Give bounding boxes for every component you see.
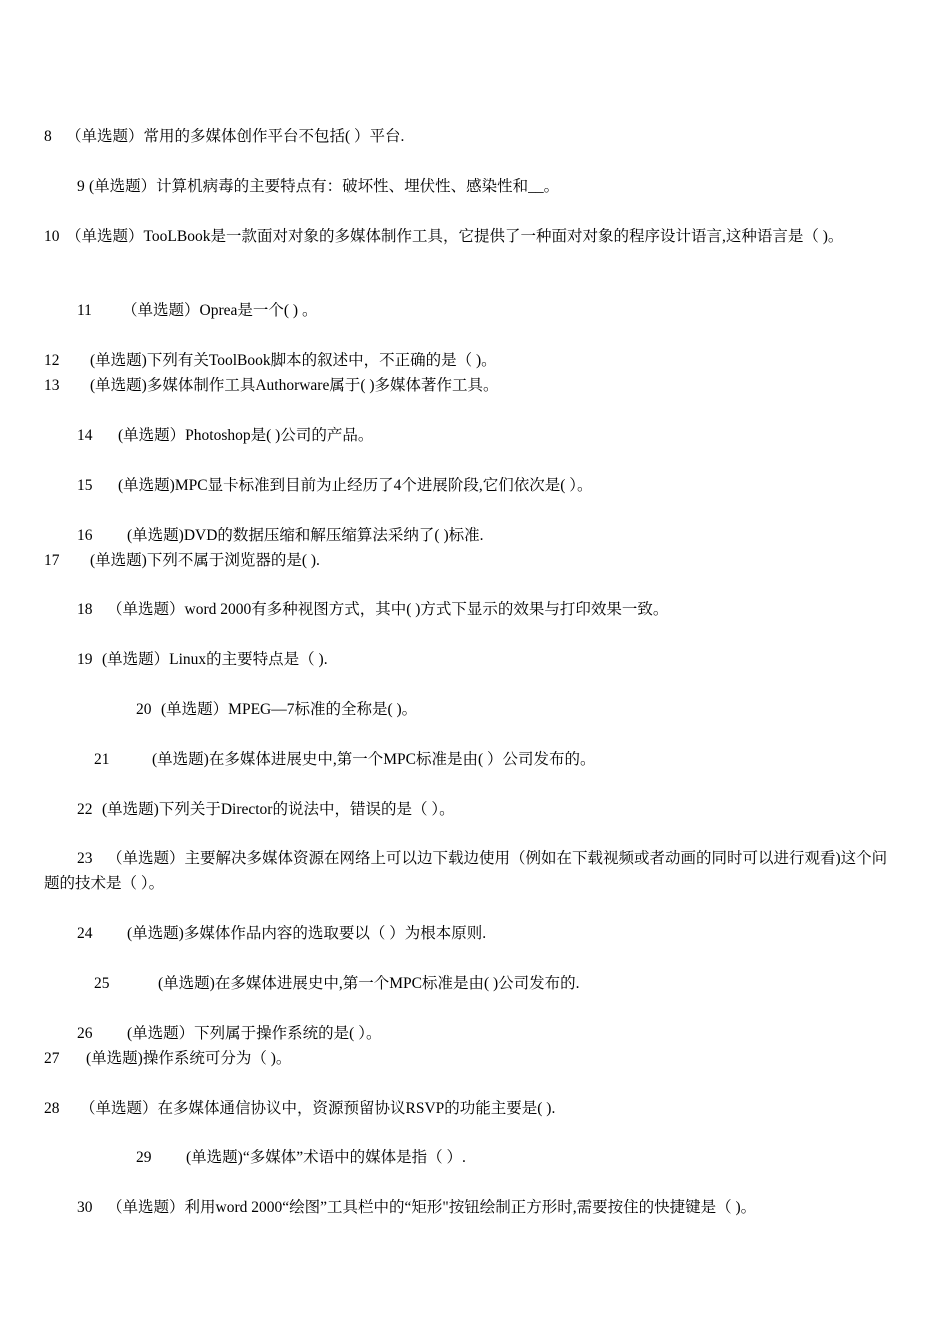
question-number: 27 <box>44 1050 60 1067</box>
question-number: 20 <box>136 701 152 718</box>
question-number: 12 <box>44 352 60 369</box>
question-number: 14 <box>77 427 93 444</box>
question-number: 13 <box>44 377 60 394</box>
question-text: (单选题)多媒体制作工具Authorware属于( )多媒体著作工具。 <box>90 377 499 394</box>
question-24 <box>77 921 486 946</box>
question-text: (单选题)MPC显卡标准到目前为止经历了4个进展阶段,它们依次是( ）。 <box>118 477 593 494</box>
question-9 <box>77 174 559 199</box>
question-number: 19 <box>77 651 93 668</box>
question-text: (单选题）计算机病毒的主要特点有：破坏性、埋伏性、感染性和__。 <box>89 178 560 195</box>
question-11 <box>77 298 317 323</box>
question-text: (单选题）MPEG—7标准的全称是( )。 <box>161 701 418 718</box>
question-number: 16 <box>77 527 93 544</box>
question-number: 11 <box>77 302 92 319</box>
question-18 <box>77 597 668 622</box>
question-text: （单选题）TooLBook是一款面对对象的多媒体制作工具，它提供了一种面对对象的程序设计语言,这种语言是（ )。 <box>66 228 844 245</box>
question-text: (单选题）Photoshop是( )公司的产品。 <box>118 427 374 444</box>
question-number: 10 <box>44 228 60 245</box>
question-15 <box>77 473 592 498</box>
question-16 <box>77 523 483 548</box>
question-20 <box>136 697 417 722</box>
question-text: (单选题)下列不属于浏览器的是( ). <box>90 552 320 569</box>
question-number: 30 <box>77 1199 93 1216</box>
question-text: (单选题)“多媒体”术语中的媒体是指（ ）. <box>186 1149 466 1166</box>
question-number: 25 <box>94 975 110 992</box>
question-text: (单选题）下列属于操作系统的是( ）。 <box>127 1025 382 1042</box>
question-number: 23 <box>77 850 93 867</box>
question-text: (单选题)下列有关ToolBook脚本的叙述中，不正确的是（ )。 <box>90 352 497 369</box>
question-number: 15 <box>77 477 93 494</box>
question-28 <box>44 1096 555 1121</box>
question-text: (单选题)在多媒体进展史中,第一个MPC标准是由( )公司发布的. <box>158 975 580 992</box>
question-23 <box>44 846 889 896</box>
question-text: （单选题）常用的多媒体创作平台不包括( ）平台. <box>66 128 405 145</box>
question-21 <box>94 747 595 772</box>
question-number: 8 <box>44 128 52 145</box>
question-30 <box>77 1195 756 1220</box>
question-29 <box>136 1145 466 1170</box>
question-text: (单选题)多媒体作品内容的选取要以（ ）为根本原则. <box>127 925 487 942</box>
question-text: （单选题）利用word 2000“绘图”工具栏中的“矩形"按钮绘制正方形时,需要按住的快捷键是（ )。 <box>107 1199 757 1216</box>
question-number: 21 <box>94 751 110 768</box>
question-number: 18 <box>77 601 93 618</box>
question-13 <box>44 373 499 398</box>
question-text: （单选题）Oprea是一个( ) 。 <box>122 302 318 319</box>
question-27 <box>44 1046 291 1071</box>
question-number: 26 <box>77 1025 93 1042</box>
question-14 <box>77 423 373 448</box>
question-26 <box>77 1021 381 1046</box>
question-text: (单选题)DVD的数据压缩和解压缩算法采纳了( )标准. <box>127 527 484 544</box>
question-19 <box>77 647 328 672</box>
question-10 <box>44 224 889 249</box>
question-number: 28 <box>44 1100 60 1117</box>
question-25 <box>94 971 580 996</box>
question-22 <box>77 797 455 822</box>
question-number: 22 <box>77 801 93 818</box>
question-12 <box>44 348 497 373</box>
question-text: (单选题)在多媒体进展史中,第一个MPC标准是由( ）公司发布的。 <box>152 751 596 768</box>
question-8 <box>44 124 404 149</box>
question-text: (单选题)操作系统可分为（ )。 <box>86 1050 292 1067</box>
question-number: 29 <box>136 1149 152 1166</box>
question-text: （单选题）主要解决多媒体资源在网络上可以边下载边使用（例如在下载视频或者动画的同时可以进行观看)这个问题的技术是（ ）。 <box>44 850 888 892</box>
question-text: (单选题)下列关于Director的说法中，错误的是（ ）。 <box>102 801 455 818</box>
question-number: 17 <box>44 552 60 569</box>
question-number: 9 <box>77 178 85 195</box>
question-number: 24 <box>77 925 93 942</box>
question-text: (单选题）Linux的主要特点是（ ). <box>102 651 328 668</box>
question-17 <box>44 548 320 573</box>
question-text: （单选题）在多媒体通信协议中，资源预留协议RSVP的功能主要是( ). <box>80 1100 556 1117</box>
question-text: （单选题）word 2000有多种视图方式，其中( )方式下显示的效果与打印效果一致。 <box>107 601 669 618</box>
